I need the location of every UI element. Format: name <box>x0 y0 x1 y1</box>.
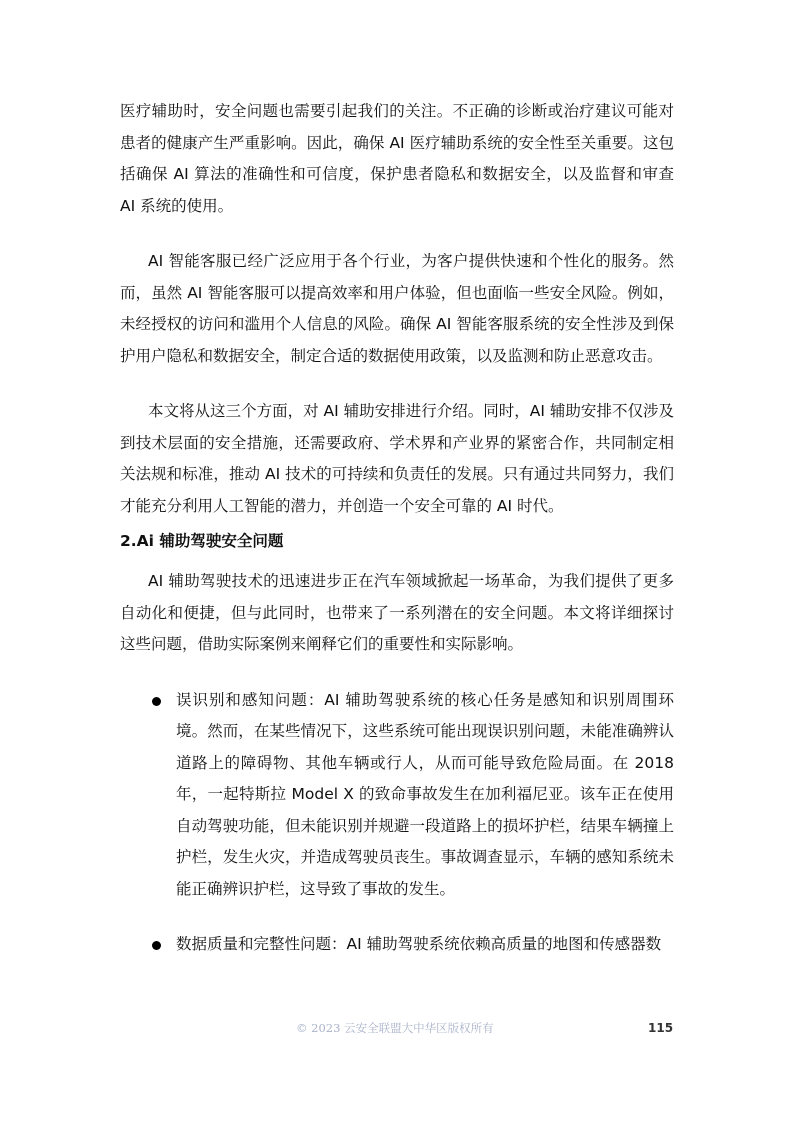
section-heading: 2.Ai 辅助驾驶安全问题 <box>120 532 284 550</box>
bullet-item-misrecognition <box>120 685 674 906</box>
bullet-text: 误识别和感知问题：AI 辅助驾驶系统的核心任务是感知和识别周围环境。然而，在某些情况下，这些系统可能出现误识别问题，未能准确辨认道路上的障碍物、其他车辆或行人，从而可能导致危险局面。在 2018 年，一起特斯拉 Model X 的致命事故发生在加利福尼亚。该车正在使用自动驾驶功能，但未能识别并规避一段道路上的损坏护栏，结果车辆撞上护栏，发生火灾，并造成驾驶员丧生。事故调查显示，车辆的感知系统未能正确辨识护栏，这导致了事故的发生。 <box>176 690 674 898</box>
bullet-text: 数据质量和完整性问题：AI 辅助驾驶系统依赖高质量的地图和传感器数 <box>176 935 662 953</box>
page-number: 115 <box>648 1021 674 1035</box>
paragraph-ai-customer-service: AI 智能客服已经广泛应用于各个行业，为客户提供快速和个性化的服务。然而，虽然 AI 智能客服可以提高效率和用户体验，但也面临一些安全风险。例如，未经授权的访问和滥用个人信息的风险。确保 AI 智能客服系统的安全性涉及到保护用户隐私和数据安全，制定合适的数据使用政策，以及监测和防止恶意攻击。 <box>120 252 674 365</box>
section-intro: AI 辅助驾驶技术的迅速进步正在汽车领域掀起一场革命，为我们提供了更多自动化和便捷，但与此同时，也带来了一系列潜在的安全问题。本文将详细探讨这些问题，借助实际案例来阐释它们的重要性和实际影响。 <box>120 572 674 653</box>
footer-copyright: © 2023 云安全联盟大中华区版权所有 <box>296 1021 494 1035</box>
bullet-item-data-quality <box>120 929 674 961</box>
paragraph-summary: 本文将从这三个方面，对 AI 辅助安排进行介绍。同时，AI 辅助安排不仅涉及到技术层面的安全措施，还需要政府、学术界和产业界的紧密合作，共同制定相关法规和标准，推动 AI 技术的可持续和负责任的发展。只有通过共同努力，我们才能充分利用人工智能的潜力，并创造一个安全可靠的 AI 时代。 <box>120 402 674 515</box>
bullet-dot-icon <box>152 941 161 950</box>
paragraph-gap <box>120 372 674 396</box>
page-footer <box>0 1018 793 1038</box>
paragraph-gap <box>120 905 674 929</box>
paragraph-gap <box>120 661 674 685</box>
document-page <box>120 96 674 961</box>
paragraph-medical-ai: 医疗辅助时，安全问题也需要引起我们的关注。不正确的诊断或治疗建议可能对患者的健康产生严重影响。因此，确保 AI 医疗辅助系统的安全性至关重要。这包括确保 AI 算法的准确性和可信度，保护患者隐私和数据安全，以及监督和审查 AI 系统的使用。 <box>120 102 674 215</box>
bullet-dot-icon <box>152 697 161 706</box>
paragraph-gap <box>120 222 674 246</box>
